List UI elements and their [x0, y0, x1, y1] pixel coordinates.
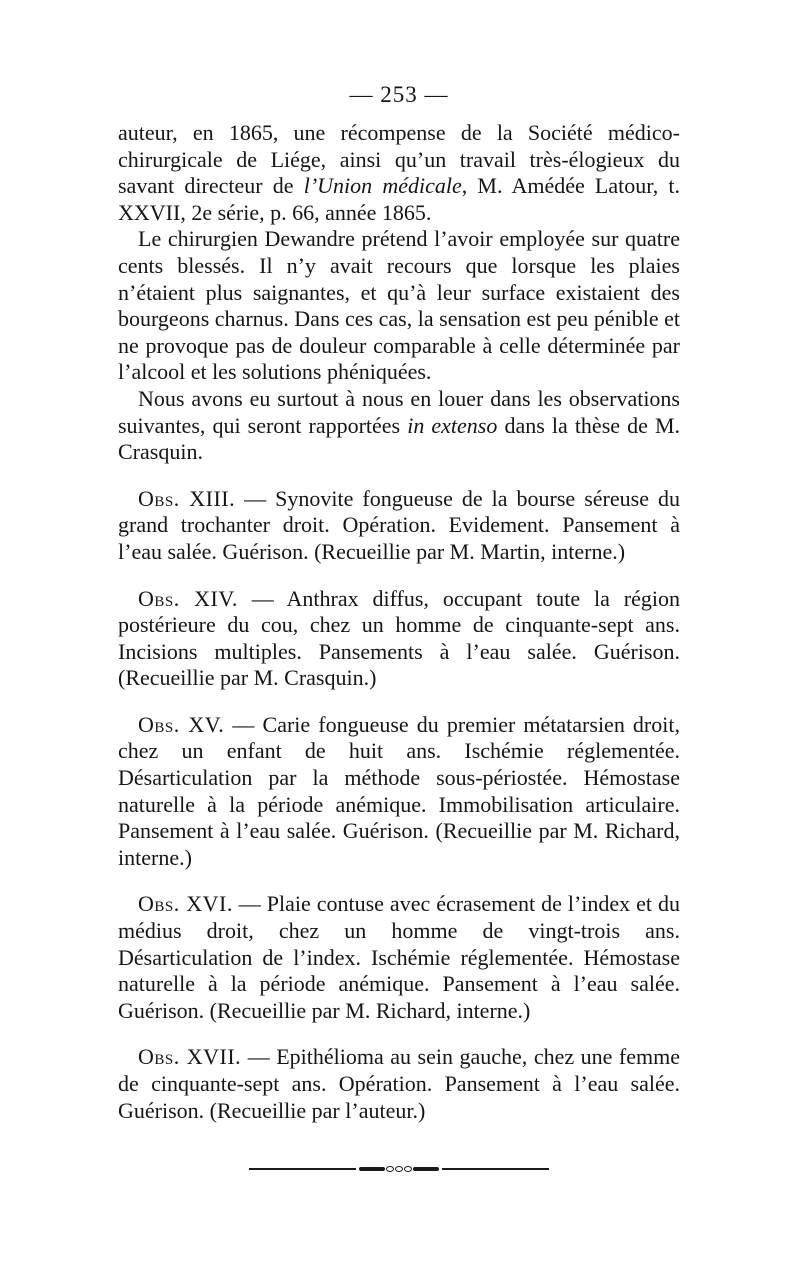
- page-body: [118, 82, 680, 1174]
- paragraph-2: Le chirurgien Dewandre prétend l’avoir employée sur quatre cents blessés. Il n’y avait recours que lorsque les plaies n’étaient plus saignantes, et qu’à leur surface existaient des bourgeons charnus. Dans ces cas, la sensation est peu pénible et ne provoque pas de douleur comparable à celle déterminée par l’alcool et les solutions phéniquées.: [118, 226, 680, 385]
- ornament-ring: [395, 1166, 403, 1172]
- latin-phrase: in extenso: [407, 412, 498, 438]
- observation-14: [118, 586, 680, 692]
- section-end-ornament: [249, 1164, 549, 1174]
- paragraph-3-text: Nous avons eu surtout à nous en louer dans les observations suivantes, qui seront rapportées: [118, 385, 680, 438]
- paragraph-3: [118, 386, 680, 466]
- paragraph-1: [118, 120, 680, 226]
- observation-text: — Anthrax diffus, occupant toute la région postérieure du cou, chez un homme de cinquante-sept ans. Incisions multiples. Pansements à l’eau salée. Guérison. (Recueillie par M. Crasquin.): [118, 585, 680, 691]
- ornament-ring: [404, 1166, 412, 1172]
- observation-text: — Epithélioma au sein gauche, chez une femme de cinquante-sept ans. Opération. Pansement à l’eau salée. Guérison. (Recueillie par l’auteur.): [118, 1044, 680, 1123]
- page-number: — 253 —: [349, 82, 449, 107]
- observation-13: [118, 486, 680, 566]
- paragraph-1-end: , M. Amédée Latour, t. XXVII, 2e série, p. 66, année 1865.: [118, 173, 680, 225]
- paragraph-1-text: auteur, en 1865, une récompense de la Société médico-chirurgicale de Liége, ainsi qu’un travail très-élogieux du savant directeur de: [118, 120, 680, 199]
- observation-text: — Synovite fongueuse de la bourse séreuse du grand trochanter droit. Opération. Evidement. Pansement à l’eau salée. Guérison. (Recueillie par M. Martin, interne.): [118, 485, 680, 564]
- observation-text: — Carie fongueuse du premier métatarsien droit, chez un enfant de huit ans. Ischémie réglementée. Désarticulation par la méthode sous-périostée. Hémostase naturelle à la période anémique. Immobilisation articulaire. Pansement à l’eau salée. Guérison. (Recueillie par M. Richard, interne.): [118, 711, 680, 870]
- observation-label: Obs. XIII.: [138, 485, 236, 511]
- ornament-bar-right: [413, 1167, 439, 1171]
- ornament-bar-left: [359, 1167, 385, 1171]
- ornament-center: [359, 1166, 439, 1172]
- observation-label: Obs. XIV.: [138, 585, 238, 611]
- observation-text: — Plaie contuse avec écrasement de l’index et du médius droit, chez un homme de vingt-trois ans. Désarticulation de l’index. Ischémie réglementée. Hémostase naturelle à la période anémique. Pansement à l’eau salée. Guérison. (Recueillie par M. Richard, interne.): [118, 891, 680, 1023]
- observation-label: Obs. XVII.: [138, 1044, 242, 1070]
- paragraph-3-end: dans la thèse de M. Crasquin.: [118, 412, 681, 465]
- observation-16: [118, 891, 680, 1024]
- ornament-line-left: [249, 1168, 356, 1170]
- observation-label: Obs. XVI.: [138, 891, 233, 917]
- ornament-ring: [386, 1166, 394, 1172]
- ornament-line-right: [442, 1168, 549, 1170]
- observation-label: Obs. XV.: [138, 711, 225, 737]
- observation-15: [118, 712, 680, 872]
- journal-title: l’Union médicale: [303, 173, 462, 199]
- observation-17: [118, 1044, 680, 1124]
